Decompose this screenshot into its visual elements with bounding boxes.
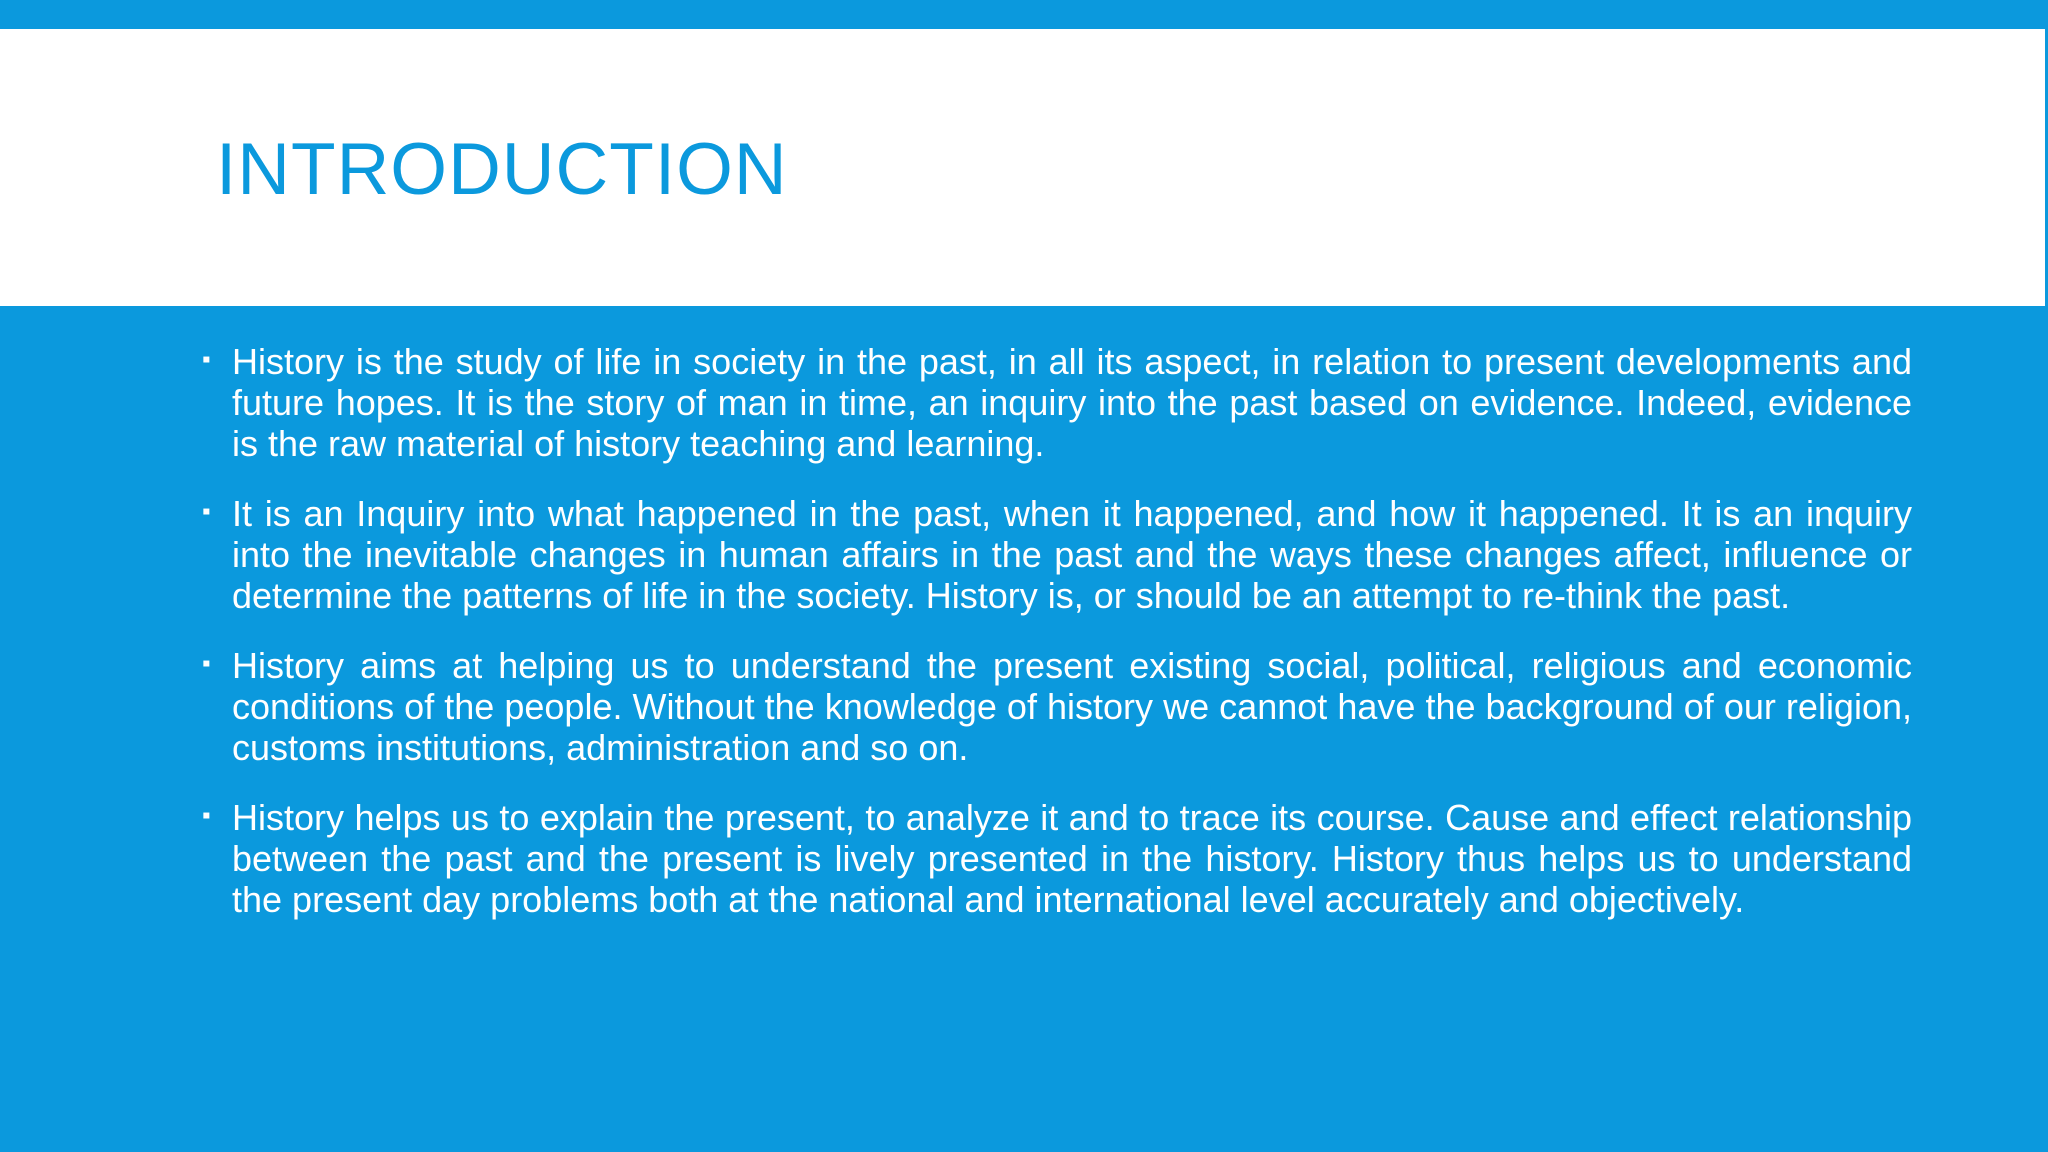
top-accent-stripe bbox=[0, 0, 2048, 29]
bullet-item-3 bbox=[202, 645, 1912, 768]
square-bullet-icon: ▪ bbox=[202, 498, 211, 525]
bullet-list bbox=[202, 341, 1912, 920]
bullet-text: History helps us to explain the present, to analyze it and to trace its course. Cause and effect relationship between the past and the present is lively presented in the history. History thus helps us to understand the present day problems both at the national and international level accurately and objectively. bbox=[232, 797, 1912, 920]
bullet-item-2 bbox=[202, 493, 1912, 616]
square-bullet-icon: ▪ bbox=[202, 802, 211, 829]
bullet-text: It is an Inquiry into what happened in the past, when it happened, and how it happened. It is an inquiry into the inevitable changes in human affairs in the past and the ways these changes affect, influence or determine the patterns of life in the society. History is, or should be an attempt to re-think the past. bbox=[232, 493, 1912, 616]
bullet-item-1 bbox=[202, 341, 1912, 464]
square-bullet-icon: ▪ bbox=[202, 346, 211, 373]
bullet-item-4 bbox=[202, 797, 1912, 920]
slide-title: INTRODUCTION bbox=[216, 129, 788, 210]
bullet-text: History is the study of life in society in the past, in all its aspect, in relation to present developments and future hopes. It is the story of man in time, an inquiry into the past based on evidence. Indeed, evidence is the raw material of history teaching and learning. bbox=[232, 341, 1912, 464]
square-bullet-icon: ▪ bbox=[202, 650, 211, 677]
bullet-text: History aims at helping us to understand the present existing social, political, religious and economic conditions of the people. Without the knowledge of history we cannot have the background of our religion, customs institutions, administration and so on. bbox=[232, 645, 1912, 768]
